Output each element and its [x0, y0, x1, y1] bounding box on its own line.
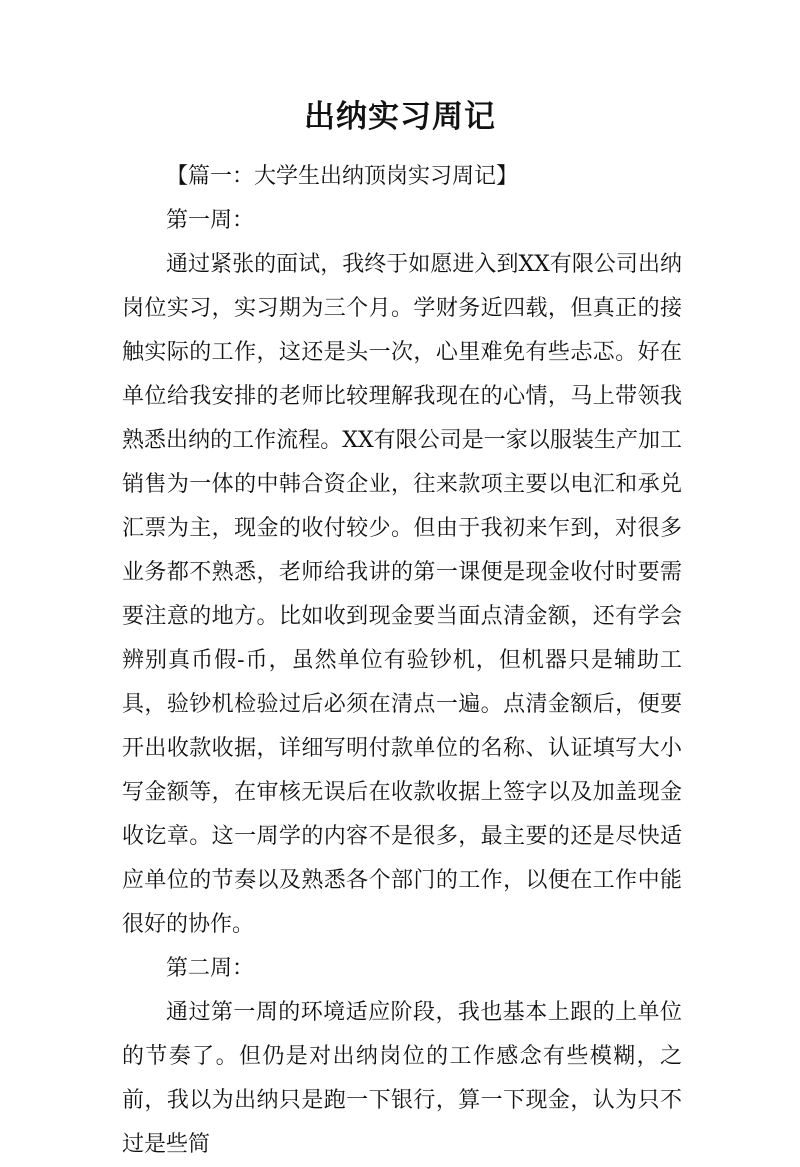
body-paragraph: 通过紧张的面试，我终于如愿进入到XX有限公司出纳岗位实习，实习期为三个月。学财务近四载，但真正的接触实际的工作，这还是头一次，心里难免有些忐忑。好在单位给我安排的老师比较理解我现在的心情，马上带领我熟悉出纳的工作流程。XX有限公司是一家以服装生产加工销售为一体的中韩合资企业，往来款项主要以电汇和承兑汇票为主，现金的收付较少。但由于我初来乍到，对很多业务都不熟悉，老师给我讲的第一课便是现金收付时要需要注意的地方。比如收到现金要当面点清金额，还有学会辨别真币假-币，虽然单位有验钞机，但机器只是辅助工具，验钞机检验过后必须在清点一遍。点清金额后，便要开出收款收据，详细写明付款单位的名称、认证填写大小写金额等，在审核无误后在收款收据上签字以及加盖现金收讫章。这一周学的内容不是很多，最主要的还是尽快适应单位的节奏以及熟悉各个部门的工作，以便在工作中能很好的协作。 [122, 252, 682, 937]
section-heading: 【篇一：大学生出纳顶岗实习周记】 [166, 164, 519, 189]
document-body [122, 155, 682, 1167]
week-label: 第一周： [166, 208, 255, 233]
body-paragraph: 通过第一周的环境适应阶段，我也基本上跟的上单位的节奏了。但仍是对出纳岗位的工作感念有些模糊，之前，我以为出纳只是跑一下银行，算一下现金，认为只不过是些简 [122, 1000, 682, 1157]
page-title: 出纳实习周记 [304, 99, 496, 135]
week-label: 第二周： [166, 956, 255, 981]
